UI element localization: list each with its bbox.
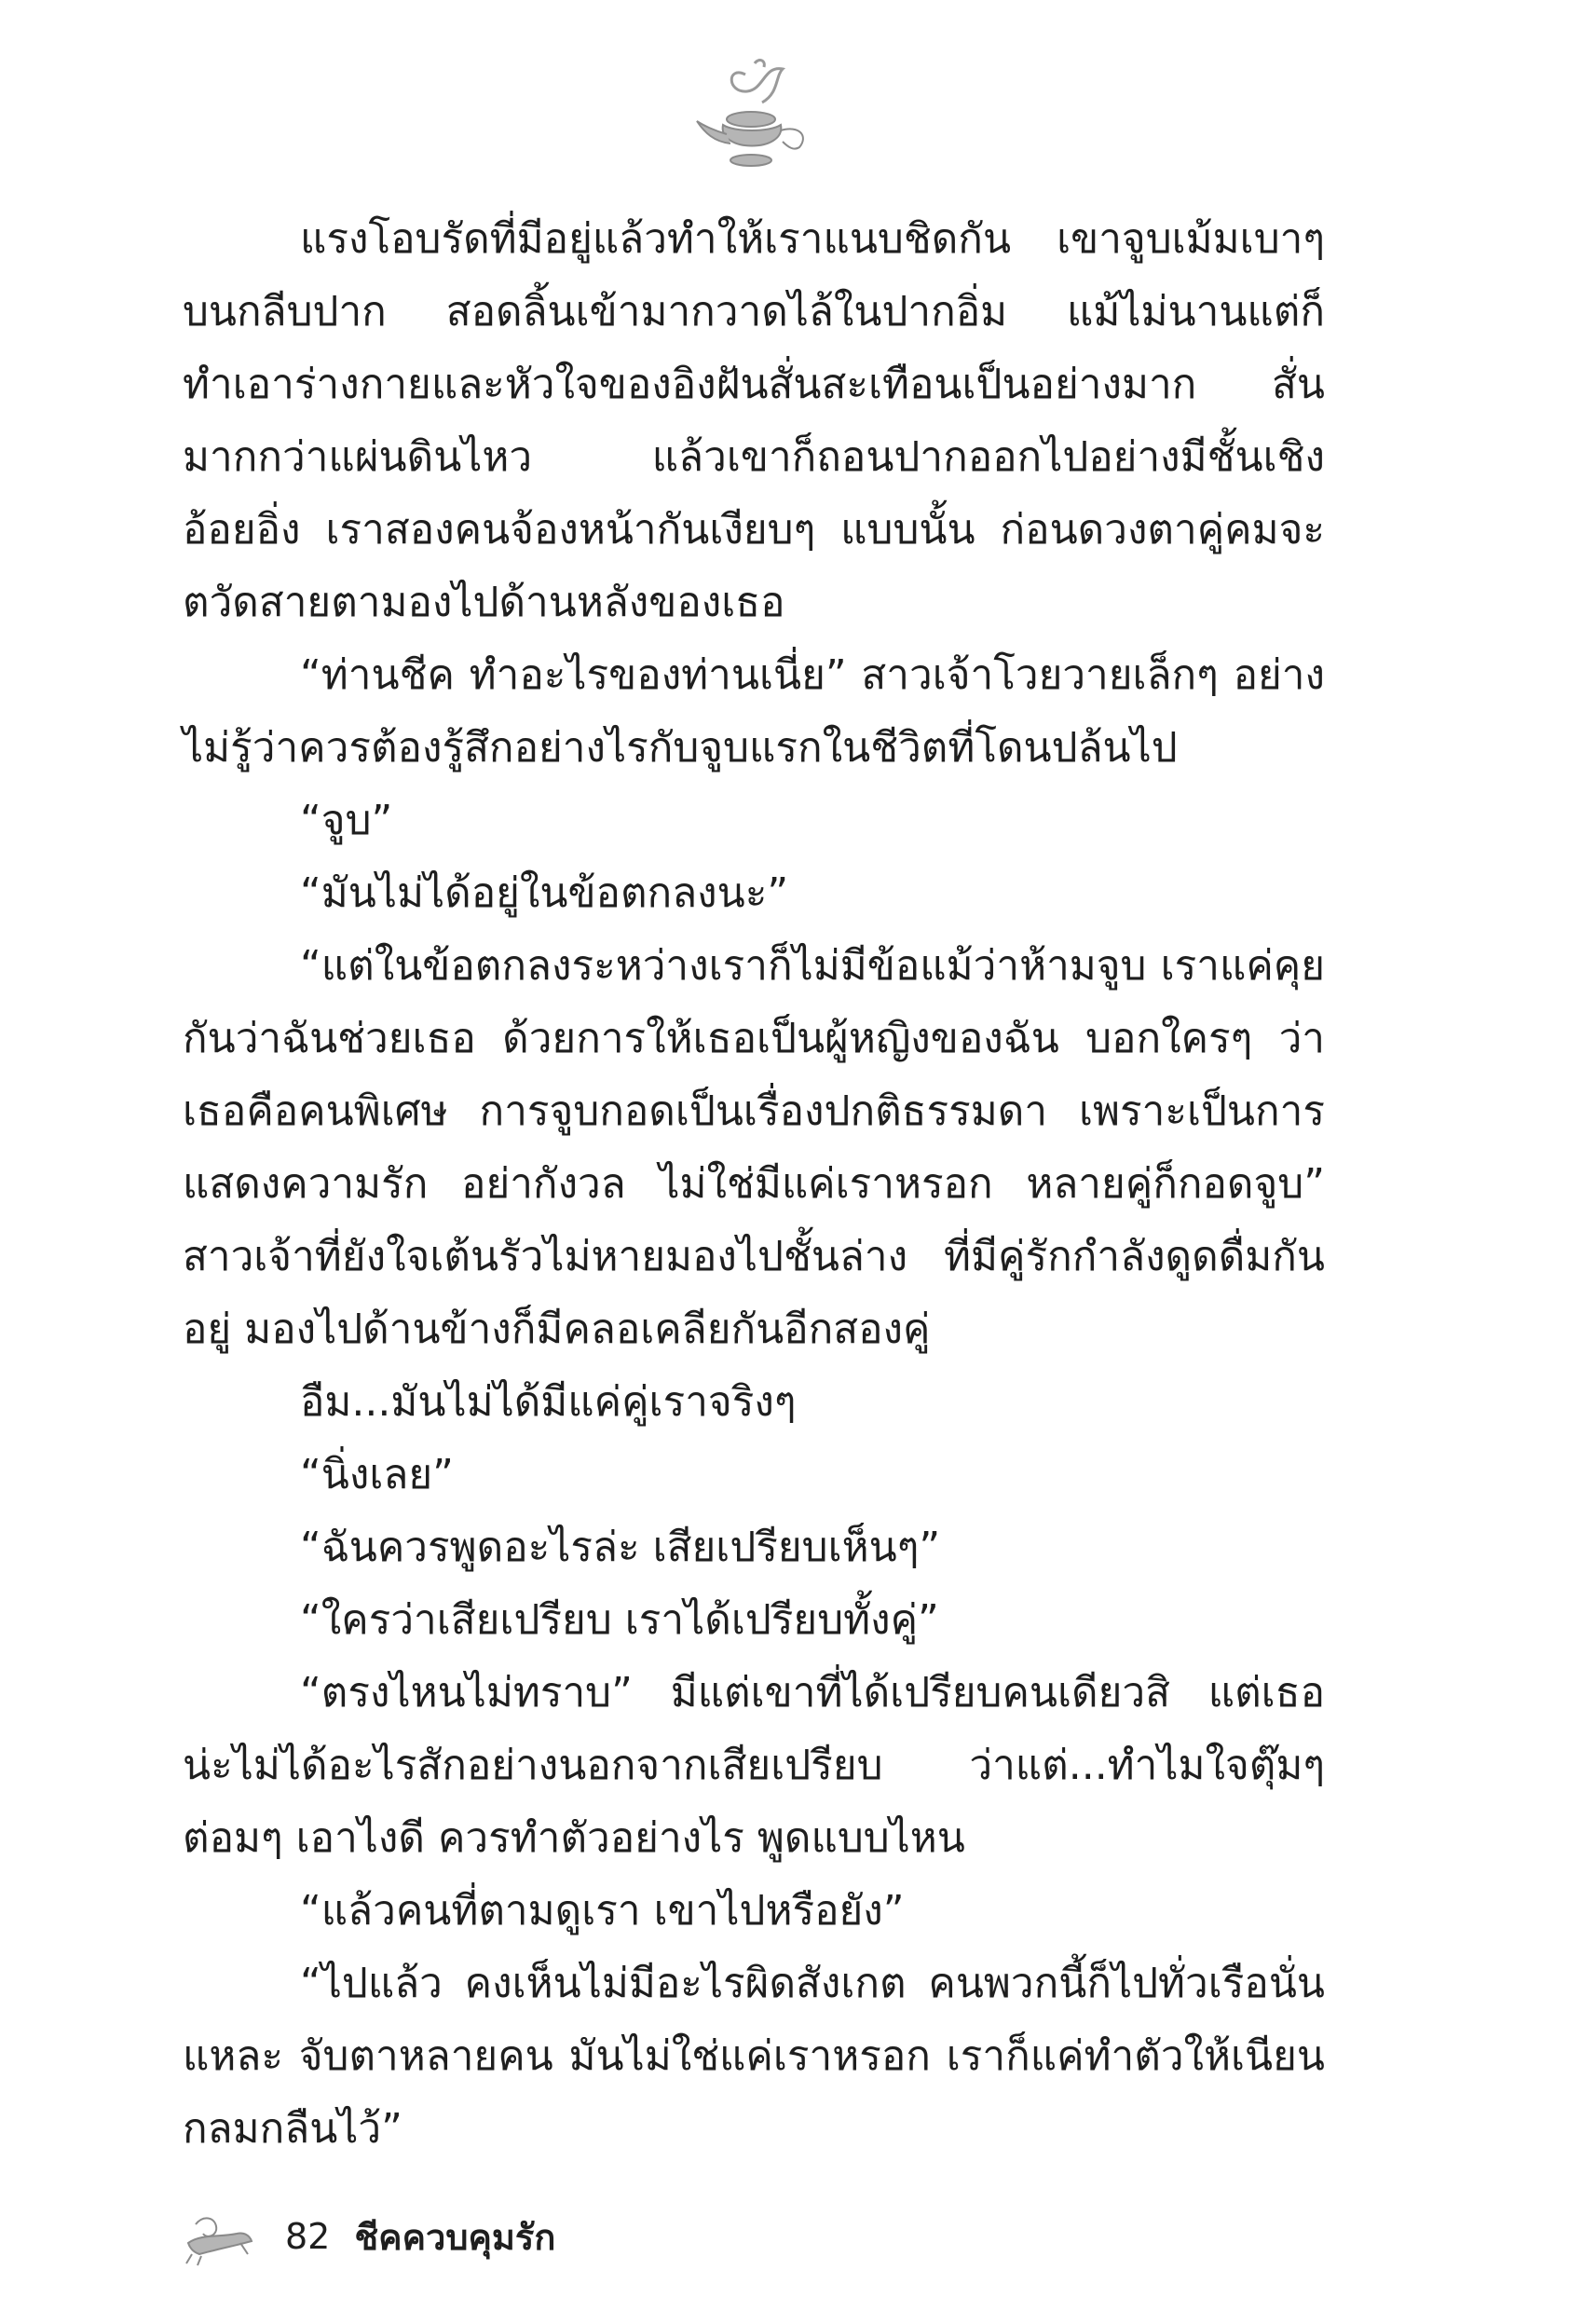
genie-lamp-icon	[689, 56, 820, 177]
paragraph: “ท่านชีค ทำอะไรของท่านเนี่ย” สาวเจ้าโวยวายเล็กๆ อย่างไม่รู้ว่าควรต้องรู้สึกอย่างไรกับจูบแรกในชีวิตที่โดนปล้นไป	[183, 651, 1325, 772]
paragraph: แรงโอบรัดที่มีอยู่แล้วทำให้เราแนบชิดกัน เขาจูบเม้มเบาๆ บนกลีบปาก สอดลิ้นเข้ามากวาดไล้ในปากอิ่ม แม้ไม่นานแต่ก็ทำเอาร่างกายและหัวใจของอิงฝันสั่นสะเทือนเป็นอย่างมาก สั่นมากกว่าแผ่นดินไหว แล้วเขาก็ถอนปากออกไปอย่างมีชั้นเชิงอ้อยอิ่ง เราสองคนจ้องหน้ากันเงียบๆ แบบนั้น ก่อนดวงตาคู่คมจะตวัดสายตามองไปด้านหลังของเธอ	[183, 215, 1325, 626]
paragraph: “แล้วคนที่ตามดูเรา เขาไปหรือยัง”	[300, 1887, 905, 1935]
page-footer	[183, 2199, 555, 2274]
paragraph: “มันไม่ได้อยู่ในข้อตกลงนะ”	[300, 869, 789, 917]
paragraph: “จูบ”	[300, 797, 393, 844]
paragraph: อืม...มันไม่ได้มีแค่คู่เราจริงๆ	[300, 1378, 797, 1426]
page-number: 82	[285, 2216, 331, 2257]
paragraph: “ใครว่าเสียเปรียบ เราได้เปรียบทั้งคู่”	[300, 1596, 939, 1644]
paragraph: “แต่ในข้อตกลงระหว่างเราก็ไม่มีข้อแม้ว่าห้ามจูบ เราแค่คุยกันว่าฉันช่วยเธอ ด้วยการให้เธอเป็นผู้หญิงของฉัน บอกใครๆ ว่าเธอคือคนพิเศษ การจูบกอดเป็นเรื่องปกติธรรมดา เพราะเป็นการแสดงความรัก อย่ากังวล ไม่ใช่มีแค่เราหรอก หลายคู่ก็กอดจูบ” สาวเจ้าที่ยังใจเต้นรัวไม่หายมองไปชั้นล่าง ที่มีคู่รักกำลังดูดดื่มกันอยู่ มองไปด้านข้างก็มีคลอเคลียกันอีกสองคู่	[183, 942, 1325, 1353]
paragraph: “ตรงไหนไม่ทราบ” มีแต่เขาที่ได้เปรียบคนเดียวสิ แต่เธอน่ะไม่ได้อะไรสักอย่างนอกจากเสียเปรียบ ว่าแต่...ทำไมใจตุ๊มๆ ต่อมๆ เอาไงดี ควรทำตัวอย่างไร พูดแบบไหน	[183, 1669, 1325, 1862]
book-title: ชีคควบคุมรัก	[354, 2216, 556, 2258]
paragraph: “ไปแล้ว คงเห็นไม่มีอะไรผิดสังเกต คนพวกนี้ก็ไปทั่วเรือนั่นแหละ จับตาหลายคน มันไม่ใช่แค่เราหรอก เราก็แค่ทำตัวให้เนียนกลมกลืนไว้”	[183, 1960, 1325, 2153]
paragraph: “ฉันควรพูดอะไรล่ะ เสียเปรียบเห็นๆ”	[300, 1524, 941, 1571]
flying-carpet-icon	[183, 2206, 257, 2267]
paragraph: “นิ่งเลย”	[300, 1451, 454, 1498]
story-text	[183, 203, 1325, 2166]
